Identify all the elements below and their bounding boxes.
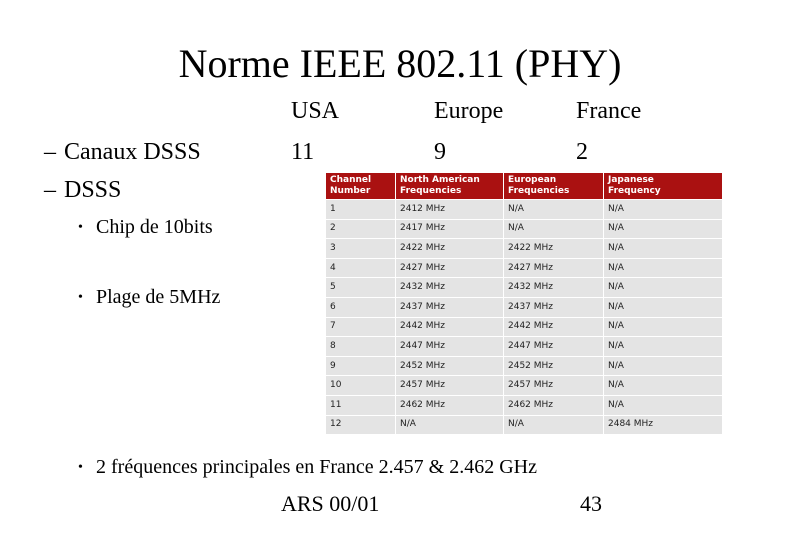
value-france: 2 [576, 139, 588, 165]
dash-bullet-icon: – [44, 139, 56, 165]
footer-course-label: ARS 00/01 [281, 491, 380, 516]
bullet-icon: • [78, 290, 83, 305]
table-cell: 2452 MHz [396, 356, 504, 376]
column-header-france: France [576, 98, 642, 124]
table-row [326, 278, 723, 298]
table-cell: N/A [604, 239, 723, 259]
table-cell: 6 [326, 297, 396, 317]
table-cell: N/A [604, 317, 723, 337]
table-cell: N/A [604, 200, 723, 220]
bullet-icon: • [78, 220, 83, 235]
table-cell: N/A [604, 258, 723, 278]
table-cell: 2412 MHz [396, 200, 504, 220]
sub-item-label: Chip de 10bits [96, 216, 213, 238]
column-header-usa: USA [291, 98, 340, 124]
table-row [326, 258, 723, 278]
list-item-dsss [44, 175, 121, 205]
slide-title: Norme IEEE 802.11 (PHY) [178, 41, 622, 86]
table-cell: 2447 MHz [396, 337, 504, 357]
table-cell: N/A [604, 376, 723, 396]
table-cell: N/A [604, 278, 723, 298]
header-north-american: North American Frequencies [396, 173, 504, 200]
table-cell: 11 [326, 395, 396, 415]
table-cell: 2427 MHz [396, 258, 504, 278]
table-cell: 2484 MHz [604, 415, 723, 435]
table-cell: 2437 MHz [396, 297, 504, 317]
value-usa: 11 [291, 139, 315, 165]
table-row [326, 395, 723, 415]
header-japanese: Japanese Frequency [604, 173, 723, 200]
value-europe: 9 [434, 139, 446, 165]
table-cell: 7 [326, 317, 396, 337]
table-cell: N/A [504, 200, 604, 220]
list-item-label: DSSS [64, 177, 122, 203]
table-row [326, 297, 723, 317]
table-cell: N/A [504, 415, 604, 435]
sub-item-plage [78, 284, 220, 311]
table-cell: 2 [326, 219, 396, 239]
table-cell: 2422 MHz [504, 239, 604, 259]
table-cell: N/A [604, 219, 723, 239]
table-cell: 5 [326, 278, 396, 298]
table-row [326, 219, 723, 239]
table-row [326, 376, 723, 396]
table-cell: 2447 MHz [504, 337, 604, 357]
table-cell: 4 [326, 258, 396, 278]
table-row [326, 200, 723, 220]
table-row [326, 356, 723, 376]
bullet-icon: • [78, 460, 83, 475]
table-cell: 2457 MHz [504, 376, 604, 396]
table-header-row [326, 173, 723, 200]
table-cell: 2417 MHz [396, 219, 504, 239]
table-cell: 2422 MHz [396, 239, 504, 259]
table-row [326, 415, 723, 435]
table-cell: 2437 MHz [504, 297, 604, 317]
table-cell: N/A [396, 415, 504, 435]
header-channel-number: Channel Number [326, 173, 396, 200]
table-cell: N/A [604, 297, 723, 317]
bottom-bullet-label: 2 fréquences principales en France 2.457 & 2.462 GHz [96, 456, 537, 478]
table-cell: 8 [326, 337, 396, 357]
table-cell: 2442 MHz [504, 317, 604, 337]
table-row [326, 239, 723, 259]
footer-page-number: 43 [580, 491, 602, 516]
table-cell: N/A [604, 337, 723, 357]
table-cell: 2452 MHz [504, 356, 604, 376]
table-cell: N/A [504, 219, 604, 239]
table-cell: 2462 MHz [396, 395, 504, 415]
sub-item-chip [78, 214, 213, 241]
table-cell: 2427 MHz [504, 258, 604, 278]
list-item-label: Canaux DSSS [64, 139, 201, 165]
table-cell: 2462 MHz [504, 395, 604, 415]
table-cell: 2432 MHz [504, 278, 604, 298]
bottom-bullet [78, 454, 537, 481]
table-cell: N/A [604, 356, 723, 376]
header-european: European Frequencies [504, 173, 604, 200]
table-cell: 2432 MHz [396, 278, 504, 298]
table-cell: 10 [326, 376, 396, 396]
table-row [326, 337, 723, 357]
table-cell: 1 [326, 200, 396, 220]
table-row [326, 317, 723, 337]
table-cell: 12 [326, 415, 396, 435]
list-item-canaux-dsss [44, 137, 201, 167]
table-body [326, 200, 723, 435]
frequency-table [325, 172, 723, 435]
table-cell: 9 [326, 356, 396, 376]
table-cell: 2442 MHz [396, 317, 504, 337]
sub-item-label: Plage de 5MHz [96, 286, 221, 308]
table-cell: N/A [604, 395, 723, 415]
dash-bullet-icon: – [44, 177, 56, 203]
column-header-europe: Europe [434, 98, 504, 124]
table-cell: 2457 MHz [396, 376, 504, 396]
table-cell: 3 [326, 239, 396, 259]
